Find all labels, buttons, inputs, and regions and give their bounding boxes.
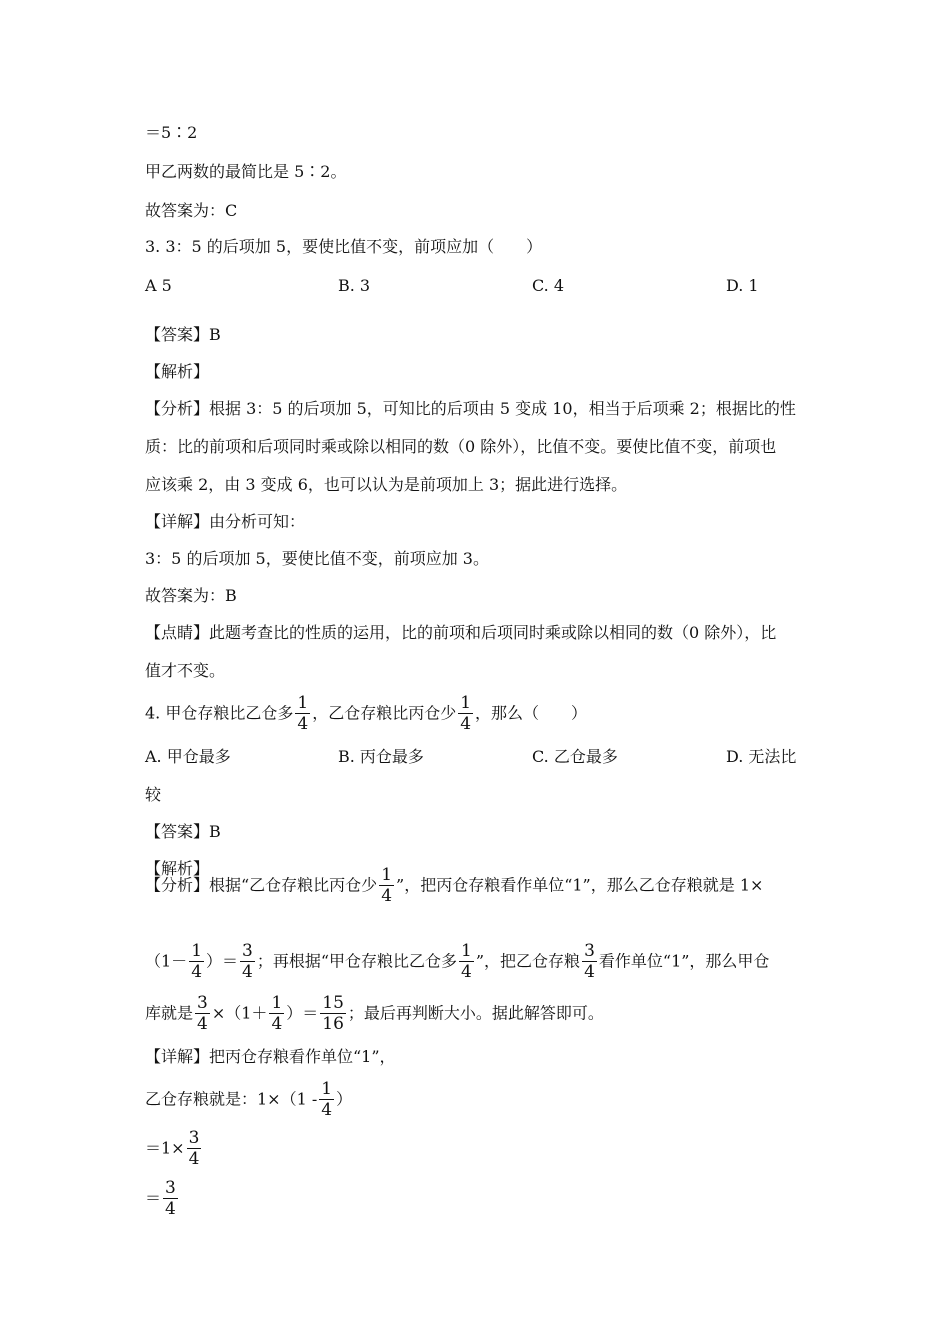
fraction: $\frac{1}{4}$ (297, 693, 309, 734)
question-4: 4. 甲仓存粮比乙仓多 $\frac{1}{4}$ ，乙仓存粮比丙仓少 $\frac{1}{4}$ ，那么（ ） (145, 693, 588, 734)
analysis-line: 应该乘 2，由 3 变成 6，也可以认为是前项加上 3；据此进行选择。 (145, 475, 628, 494)
fraction: $\frac{3}{4}$ (197, 993, 208, 1034)
option-c: C. 4 (532, 276, 565, 295)
analysis-heading: 【解析】 (145, 859, 210, 878)
fraction: $\frac{1}{4}$ (271, 993, 283, 1034)
text-line: ＝5∶2 (145, 123, 198, 142)
analysis-line: 【分析】根据“乙仓存粮比丙仓少 $\frac{1}{4}$ ”，把丙仓存粮看作单位“1”，那么乙仓存粮就是 1× (145, 865, 764, 906)
detail-heading: 【详解】由分析可知： (145, 512, 306, 531)
answer-label: 【答案】B (145, 822, 221, 841)
comment-line: 值才不变。 (145, 661, 226, 680)
fraction: $\frac{1}{4}$ (191, 941, 203, 982)
analysis-line: （1－ $\frac{1}{4}$ ）＝ $\frac{3}{4}$ ；再根据“甲仓存粮比乙仓多 $\frac{1}{4}$ ”，把乙仓存粮 $\frac{3}{4}$ 看作单位“1”，那么甲仓 (145, 941, 770, 982)
analysis-line: 【分析】根据 3：5 的后项加 5，可知比的后项由 5 变成 10，相当于后项乘 2；根据比的性 (145, 399, 796, 418)
fraction: $\frac{15}{16}$ (322, 993, 344, 1034)
detail-line: 乙仓存粮就是：1×（1 - $\frac{1}{4}$ ） (145, 1079, 353, 1120)
fraction: $\frac{1}{4}$ (321, 1079, 333, 1120)
detail-line: 3：5 的后项加 5，要使比值不变，前项应加 3。 (145, 549, 489, 568)
comment-line: 【点睛】此题考查比的性质的运用，比的前项和后项同时乘或除以相同的数（0 除外），比 (145, 623, 777, 642)
option-b: B. 3 (338, 276, 371, 295)
option-d: D. 无法比 (726, 747, 797, 766)
analysis-line: 库就是 $\frac{3}{4}$ ×（1＋ $\frac{1}{4}$ ）＝ $\frac{15}{16}$ ；最后再判断大小。据此解答即可。 (145, 993, 604, 1034)
option-a: A 5 (145, 276, 172, 295)
detail-line: ＝1× $\frac{3}{4}$ (145, 1128, 200, 1169)
question-3: 3. 3：5 的后项加 5，要使比值不变，前项应加（ ） (145, 237, 543, 256)
fraction: $\frac{3}{4}$ (188, 1128, 200, 1169)
fraction: $\frac{1}{4}$ (460, 693, 472, 734)
option-b: B. 丙仓最多 (338, 747, 424, 766)
option-d: D. 1 (726, 276, 759, 295)
fraction: $\frac{1}{4}$ (461, 941, 472, 982)
text-line: 甲乙两数的最简比是 5∶2。 (145, 162, 347, 181)
option-d-wrap: 较 (145, 785, 162, 804)
fraction: $\frac{3}{4}$ (165, 1178, 176, 1219)
fraction: $\frac{3}{4}$ (584, 941, 595, 982)
detail-heading: 【详解】把丙仓存粮看作单位“1”， (145, 1047, 396, 1066)
text-line: 故答案为：B (145, 586, 237, 605)
fraction: $\frac{3}{4}$ (242, 941, 253, 982)
detail-line: ＝ $\frac{3}{4}$ (145, 1178, 176, 1219)
fraction: $\frac{1}{4}$ (381, 865, 393, 906)
analysis-line: 质：比的前项和后项同时乘或除以相同的数（0 除外），比值不变。要使比值不变，前项也 (145, 437, 777, 456)
analysis-heading: 【解析】 (145, 362, 210, 381)
option-a: A. 甲仓最多 (145, 747, 231, 766)
text-line: 故答案为：C (145, 201, 238, 220)
option-c: C. 乙仓最多 (532, 747, 618, 766)
answer-label: 【答案】B (145, 325, 221, 344)
